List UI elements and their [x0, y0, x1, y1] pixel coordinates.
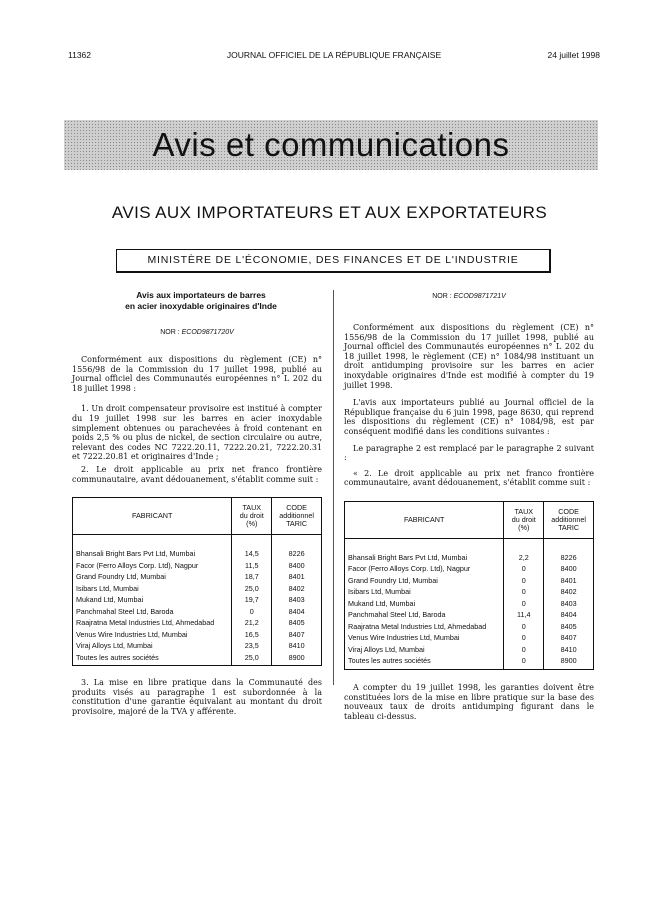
nor-code: ECOD9871720V [181, 329, 234, 336]
right-column [344, 290, 594, 721]
rate-cell: 0 [504, 655, 544, 669]
table-row [73, 594, 322, 606]
manufacturer-cell: Venus Wire Industries Ltd, Mumbai [345, 632, 504, 644]
rate-cell: 14,5 [232, 535, 272, 560]
table-row [345, 632, 594, 644]
table-row [345, 644, 594, 656]
column-header-manufacturer: FABRICANT [73, 498, 232, 535]
paragraph: Conformément aux dispositions du règlement (CE) n° 1556/98 de la Commission du 17 juillet 1998, publié au Journal officiel des Communautés européennes n° L 202 du 18 juillet 1998 : [72, 355, 322, 393]
nor-label: NOR : [160, 329, 180, 336]
rate-cell: 23,5 [232, 640, 272, 652]
taric-cell: 8407 [544, 632, 594, 644]
nor-reference [344, 293, 594, 300]
taric-cell: 8401 [272, 571, 322, 583]
rate-cell: 25,0 [232, 583, 272, 595]
manufacturer-cell: Facor (Ferro Alloys Corp. Ltd), Nagpur [345, 563, 504, 575]
main-title: AVIS AUX IMPORTATEURS ET AUX EXPORTATEURS [111, 203, 548, 222]
taric-cell: 8226 [272, 535, 322, 560]
taric-cell: 8403 [272, 594, 322, 606]
table-row [73, 535, 322, 560]
paragraph: Conformément aux dispositions du règlement (CE) n° 1556/98 de la Commission du 17 juillet 1998, publié au Journal officiel des Communautés européennes n° L 202 du 18 juillet 1998, le règlement (CE) n° 1084/98 instituant un droit antidumping provisoire sur les barres en acier inoxydable originaires d'Inde est modifié à compter du 19 juillet 1998. [344, 323, 594, 390]
column-header-taric: CODE additionnel TARIC [272, 498, 322, 535]
taric-cell: 8407 [272, 629, 322, 641]
manufacturer-cell: Venus Wire Industries Ltd, Mumbai [73, 629, 232, 641]
taric-cell: 8900 [544, 655, 594, 669]
column-header-rate: TAUX du droit (%) [504, 501, 544, 538]
table-row [345, 609, 594, 621]
rate-cell: 0 [504, 644, 544, 656]
table-row [73, 640, 322, 652]
manufacturer-cell: Panchmahal Steel Ltd, Baroda [345, 609, 504, 621]
taric-cell: 8403 [544, 598, 594, 610]
paragraph: Le paragraphe 2 est remplacé par le paragraphe 2 suivant : [344, 443, 594, 463]
table-row [345, 575, 594, 587]
ministry-box: MINISTÈRE DE L'ÉCONOMIE, DES FINANCES ET DE L'INDUSTRIE [116, 249, 551, 273]
manufacturer-cell: Grand Foundry Ltd, Mumbai [345, 575, 504, 587]
manufacturer-cell: Facor (Ferro Alloys Corp. Ltd), Nagpur [73, 560, 232, 572]
taric-cell: 8226 [544, 538, 594, 563]
rate-cell: 0 [504, 586, 544, 598]
notice-title-line1: Avis aux importateurs de barres [136, 290, 266, 300]
manufacturer-cell: Raajratna Metal Industries Ltd, Ahmedabad [345, 621, 504, 633]
rate-cell: 11,5 [232, 560, 272, 572]
table-row [345, 655, 594, 669]
page-number: 11362 [68, 50, 92, 60]
paragraph: A compter du 19 juillet 1998, les garanties doivent être constituées lors de la mise en libre pratique sur la base des nouveaux taux de droits antidumping figurant dans le tableau ci-dessus. [344, 682, 594, 721]
rate-cell: 16,5 [232, 629, 272, 641]
table-row [345, 538, 594, 563]
table-row [73, 606, 322, 618]
nor-reference [72, 329, 322, 336]
column-header-manufacturer: FABRICANT [345, 501, 504, 538]
rate-cell: 19,7 [232, 594, 272, 606]
table-row [345, 598, 594, 610]
manufacturer-cell: Isibars Ltd, Mumbai [73, 583, 232, 595]
manufacturer-cell: Viraj Alloys Ltd, Mumbai [345, 644, 504, 656]
taric-cell: 8404 [272, 606, 322, 618]
taric-cell: 8402 [272, 583, 322, 595]
rate-cell: 11,4 [504, 609, 544, 621]
rate-cell: 25,0 [232, 652, 272, 666]
taric-cell: 8405 [272, 617, 322, 629]
section-banner [64, 120, 598, 170]
nor-label: NOR : [432, 293, 452, 300]
manufacturer-cell: Grand Foundry Ltd, Mumbai [73, 571, 232, 583]
rate-cell: 18,7 [232, 571, 272, 583]
left-column [72, 290, 322, 717]
table-row [73, 583, 322, 595]
taric-cell: 8410 [544, 644, 594, 656]
table-row [345, 563, 594, 575]
manufacturer-cell: Panchmahal Steel Ltd, Baroda [73, 606, 232, 618]
table-row [345, 621, 594, 633]
table-row [345, 586, 594, 598]
taric-cell: 8400 [272, 560, 322, 572]
taric-cell: 8400 [544, 563, 594, 575]
journal-title: JOURNAL OFFICIEL DE LA RÉPUBLIQUE FRANÇAISE [226, 50, 442, 60]
issue-date: 24 juillet 1998 [547, 50, 600, 60]
manufacturer-cell: Toutes les autres sociétés [73, 652, 232, 666]
paragraph: « 2. Le droit applicable au prix net franco frontière communautaire, avant dédouanement, s'établit comme suit : [344, 468, 594, 488]
taric-cell: 8900 [272, 652, 322, 666]
column-header-taric: CODE additionnel TARIC [544, 501, 594, 538]
manufacturer-cell: Mukand Ltd, Mumbai [345, 598, 504, 610]
section-banner-title: Avis et communications [152, 126, 510, 163]
column-divider [333, 290, 334, 685]
rate-cell: 0 [504, 598, 544, 610]
rate-cell: 0 [504, 632, 544, 644]
nor-code: ECOD9871721V [453, 293, 506, 300]
rate-cell: 0 [504, 563, 544, 575]
rate-cell: 0 [232, 606, 272, 618]
manufacturer-cell: Bhansali Bright Bars Pvt Ltd, Mumbai [345, 538, 504, 563]
table-row [73, 629, 322, 641]
rate-cell: 21,2 [232, 617, 272, 629]
manufacturer-cell: Viraj Alloys Ltd, Mumbai [73, 640, 232, 652]
paragraph: 3. La mise en libre pratique dans la Communauté des produits visés au paragraphe 1 est subordonnée à la constitution d'une garantie équivalant au montant du droit provisoire, majoré de la TVA y afférente. [72, 678, 322, 716]
paragraph: 1. Un droit compensateur provisoire est institué à compter du 19 juillet 1998 sur les barres en acier inoxydable simplement obtenues ou parachevées à froid contenant en poids 2,5 % ou plus de nickel, de section circulaire ou autre, relevant des codes NC 7222.20.11, 7222.20.21, 7222.20.31 et 7222.20.81 et originaires d'Inde ; [72, 404, 322, 462]
manufacturer-cell: Mukand Ltd, Mumbai [73, 594, 232, 606]
table-row [73, 571, 322, 583]
rates-table [344, 501, 594, 670]
page-header [68, 50, 600, 64]
rate-cell: 2,2 [504, 538, 544, 563]
taric-cell: 8405 [544, 621, 594, 633]
rate-cell: 0 [504, 575, 544, 587]
taric-cell: 8401 [544, 575, 594, 587]
table-row [73, 652, 322, 666]
taric-cell: 8402 [544, 586, 594, 598]
manufacturer-cell: Isibars Ltd, Mumbai [345, 586, 504, 598]
notice-title [72, 290, 322, 311]
taric-cell: 8404 [544, 609, 594, 621]
paragraph: 2. Le droit applicable au prix net franco frontière communautaire, avant dédouanement, s'établit comme suit : [72, 464, 322, 484]
column-header-rate: TAUX du droit (%) [232, 498, 272, 535]
manufacturer-cell: Bhansali Bright Bars Pvt Ltd, Mumbai [73, 535, 232, 560]
rate-cell: 0 [504, 621, 544, 633]
table-row [73, 617, 322, 629]
rates-table [72, 497, 322, 666]
table-row [73, 560, 322, 572]
paragraph: L'avis aux importateurs publié au Journal officiel de la République française du 6 juin 1998, page 8630, qui reprend les dispositions du règlement (CE) n° 1084/98, est par conséquent modifié dans les conditions suivantes : [344, 398, 594, 436]
manufacturer-cell: Toutes les autres sociétés [345, 655, 504, 669]
taric-cell: 8410 [272, 640, 322, 652]
manufacturer-cell: Raajratna Metal Industries Ltd, Ahmedabad [73, 617, 232, 629]
notice-title-line2: en acier inoxydable originaires d'Inde [125, 300, 277, 311]
